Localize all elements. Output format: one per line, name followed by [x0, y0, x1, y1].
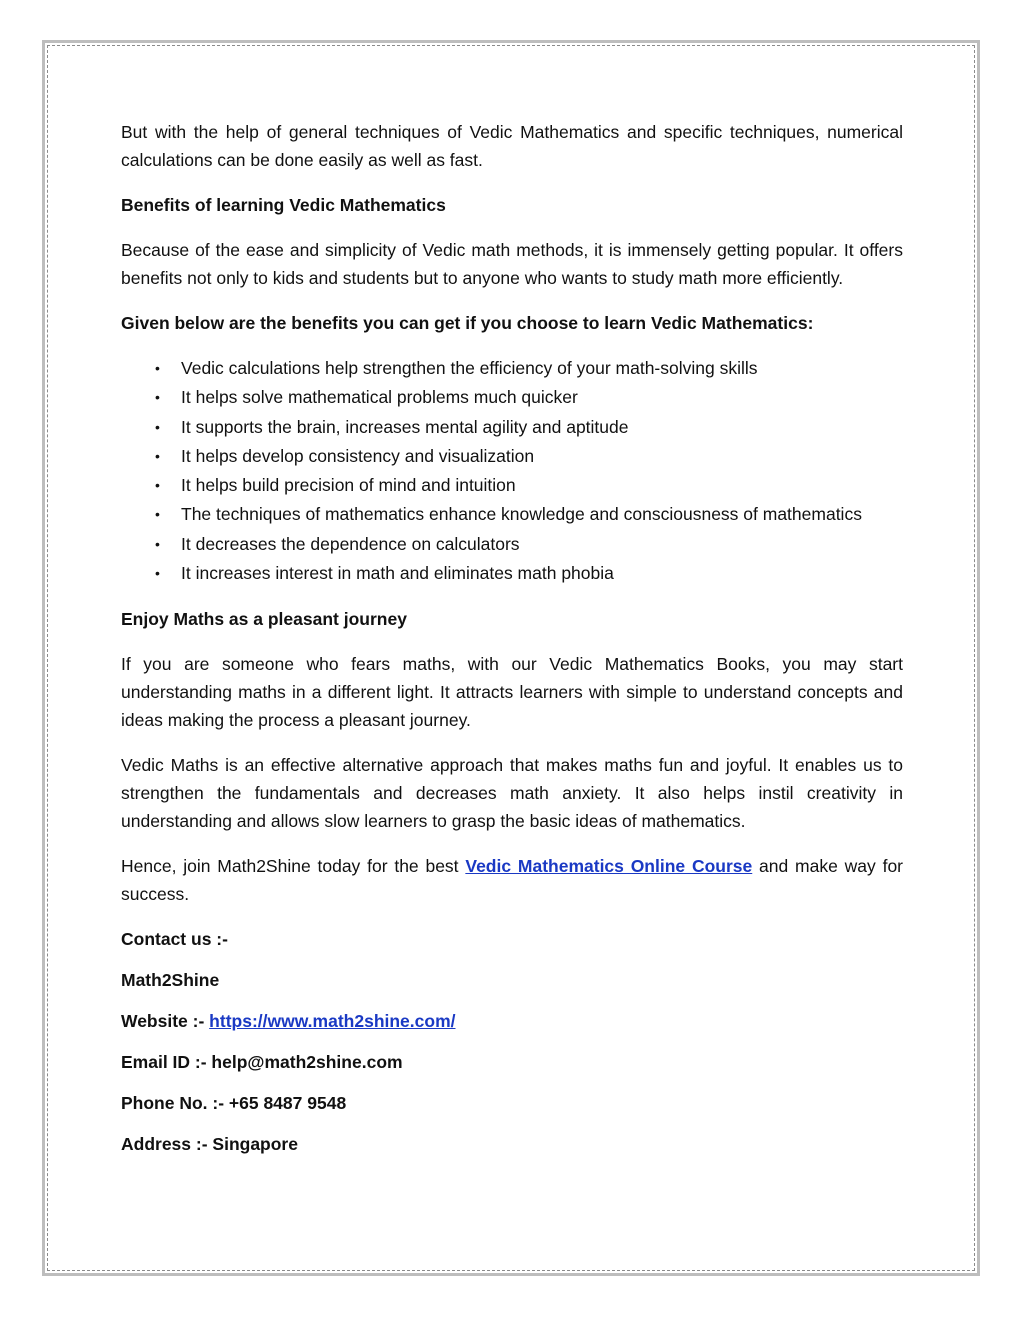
- list-item: [121, 442, 903, 471]
- list-item: [121, 413, 903, 442]
- bullet-icon: •: [155, 506, 160, 523]
- list-item-text: It increases interest in math and eliminates math phobia: [181, 563, 614, 584]
- list-item-text: Vedic calculations help strengthen the efficiency of your math-solving skills: [181, 358, 758, 378]
- list-item: [121, 530, 903, 559]
- list-item-text: It helps build precision of mind and intuition: [181, 475, 516, 496]
- address-line: Address :- Singapore: [121, 1134, 298, 1155]
- bullet-icon: •: [155, 477, 160, 494]
- phone-line: Phone No. :- +65 8487 9548: [121, 1093, 347, 1114]
- document-body: [121, 118, 903, 1171]
- list-item-text: The techniques of mathematics enhance knowledge and consciousness of mathematics: [181, 504, 862, 525]
- list-item: [121, 500, 903, 529]
- bullet-icon: •: [155, 418, 160, 435]
- enjoy-heading: Enjoy Maths as a pleasant journey: [121, 609, 407, 630]
- website-link[interactable]: https://www.math2shine.com/: [209, 1011, 456, 1032]
- email-line: Email ID :- help@math2shine.com: [121, 1052, 403, 1073]
- benefits-paragraph: Because of the ease and simplicity of Vedic math methods, it is immensely getting popular. It offers benefits not only to kids and students but to anyone who wants to study math more efficiently.: [121, 240, 903, 288]
- list-item: [121, 383, 903, 412]
- contact-block: [121, 925, 903, 1158]
- bullet-icon: •: [155, 535, 160, 552]
- bullet-icon: •: [155, 360, 160, 376]
- list-item-text: It decreases the dependence on calculators: [181, 533, 520, 554]
- hence-paragraph: [121, 852, 903, 908]
- hence-text-after: and make way for success.: [121, 856, 904, 905]
- website-label: Website :-: [121, 1011, 210, 1032]
- list-item: [121, 354, 903, 383]
- bullet-icon: •: [155, 447, 160, 464]
- bullet-icon: •: [155, 389, 160, 406]
- list-item-text: It helps solve mathematical problems much quicker: [181, 387, 578, 408]
- vedic-paragraph: Vedic Maths is an effective alternative approach that makes maths fun and joyful. It enables us to strengthen the fundamentals and decreases math anxiety. It also helps instil creativity in understanding and allows slow learners to grasp the basic ideas of mathematics.: [121, 755, 903, 832]
- list-item-text: It supports the brain, increases mental agility and aptitude: [181, 416, 629, 437]
- list-item: [121, 471, 903, 500]
- contact-heading: Contact us :-: [121, 929, 228, 950]
- website-line: [121, 1007, 903, 1035]
- benefits-heading: Benefits of learning Vedic Mathematics: [121, 195, 446, 215]
- bullet-icon: •: [155, 565, 160, 582]
- given-below-heading: Given below are the benefits you can get if you choose to learn Vedic Mathematics:: [121, 313, 814, 333]
- intro-paragraph: But with the help of general techniques of Vedic Mathematics and specific techniques, numerical calculations can be done easily as well as fast.: [121, 122, 903, 170]
- course-link[interactable]: Vedic Mathematics Online Course: [465, 856, 753, 877]
- company-name: Math2Shine: [121, 970, 220, 991]
- benefits-list: [121, 354, 903, 588]
- hence-text-before: Hence, join Math2Shine today for the best: [121, 856, 466, 877]
- list-item-text: It helps develop consistency and visualization: [181, 445, 535, 466]
- enjoy-paragraph: If you are someone who fears maths, with our Vedic Mathematics Books, you may start understanding maths in a different light. It attracts learners with simple to understand concepts and ideas making the process a pleasant journey.: [121, 654, 903, 731]
- list-item: [121, 559, 903, 588]
